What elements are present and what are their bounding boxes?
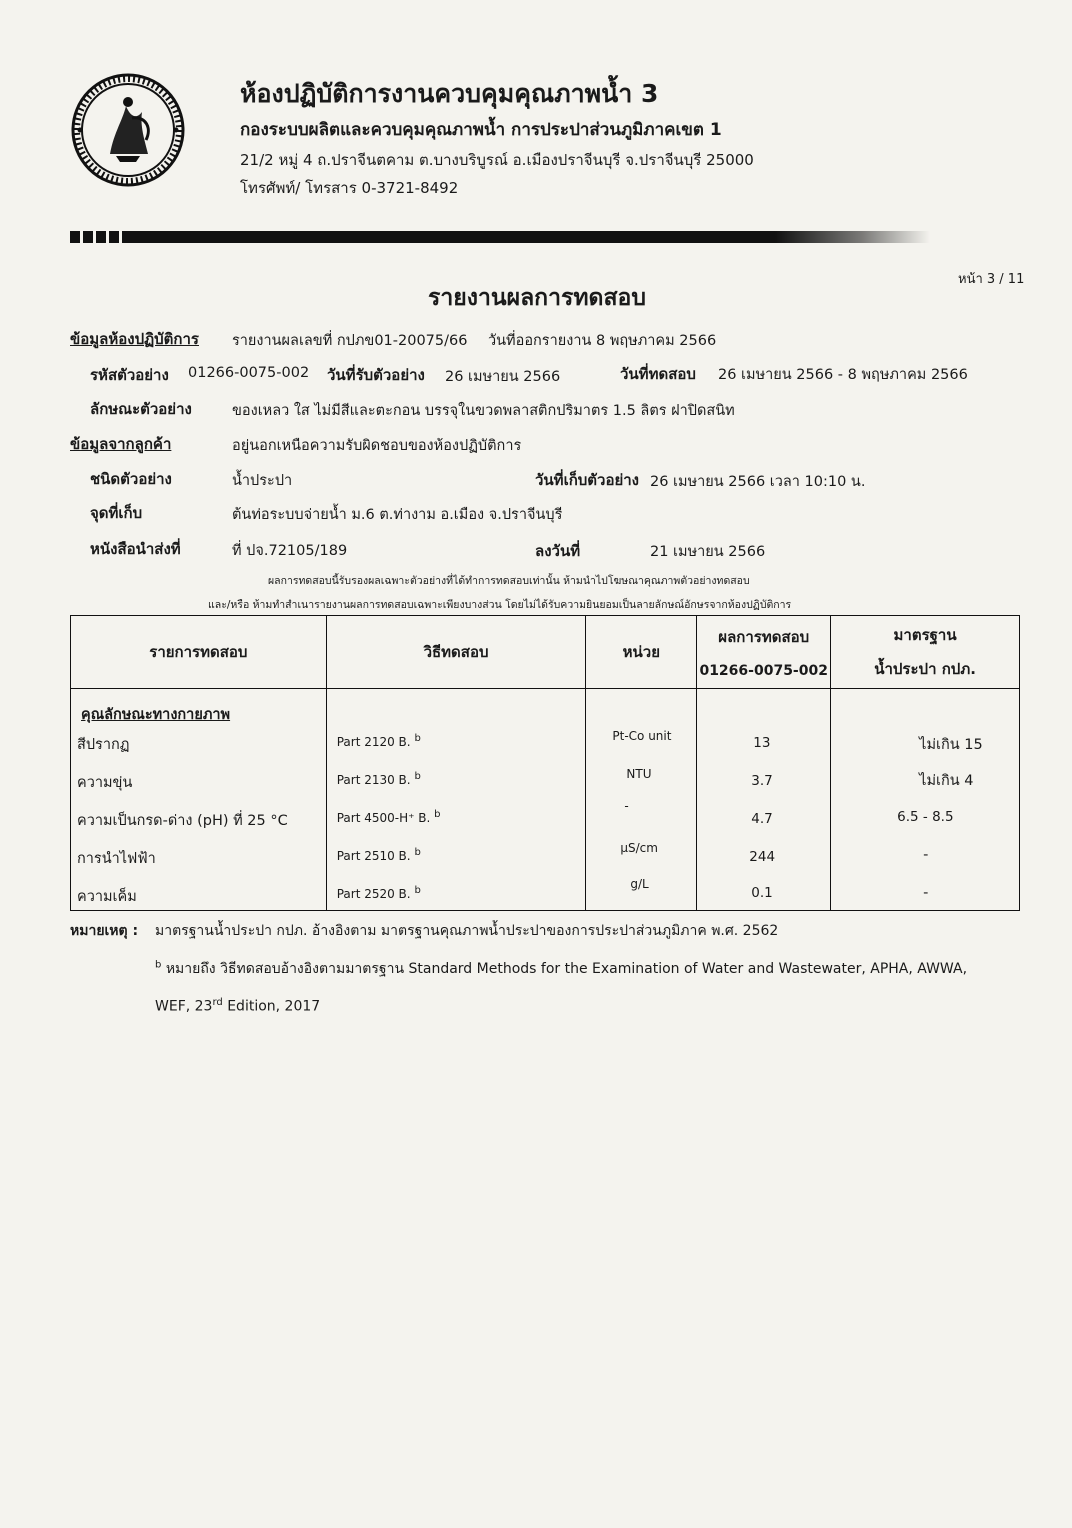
collection-location: ต้นท่อระบบจ่ายน้ำ ม.6 ต.ท่างาม อ.เมือง จ.ปราจีนบุรี (232, 507, 563, 523)
item-turbidity: ความขุ่น (77, 775, 133, 791)
unit-column (586, 689, 697, 911)
unit-conductivity: µS/cm (620, 841, 658, 855)
organization-seal-logo (70, 72, 186, 188)
notes-label: หมายเหตุ : (70, 923, 139, 939)
standard-header-title: มาตรฐาน (893, 626, 957, 644)
letter-number: ที่ ปจ.72105/189 (232, 543, 348, 559)
results-table (70, 615, 1020, 910)
test-date: 26 เมษายน 2566 - 8 พฤษภาคม 2566 (718, 367, 968, 383)
method-color: Part 2120 B. $^b$ (336, 733, 421, 749)
sample-type-label: ชนิดตัวอย่าง (90, 470, 172, 488)
letter-date-label: ลงวันที่ (535, 542, 581, 560)
header-divider (70, 231, 930, 243)
lab-address: 21/2 หมู่ 4 ถ.ปราจีนตคาม ต.บางบริบูรณ์ อ.เมืองปราจีนบุรี จ.ปราจีนบุรี 25000 (240, 151, 754, 169)
unit-ph: - (624, 799, 629, 813)
report-title: รายงานผลการทดสอบ (428, 285, 646, 311)
customer-info-section-label: ข้อมูลจากลูกค้า (70, 435, 172, 453)
standard-ph: 6.5 - 8.5 (897, 809, 954, 825)
column-header-standard (831, 616, 1020, 689)
lab-name: ห้องปฏิบัติการงานควบคุมคุณภาพน้ำ 3 (240, 79, 659, 108)
sample-nature-label: ลักษณะตัวอย่าง (90, 400, 192, 418)
lab-info-section-label: ข้อมูลห้องปฏิบัติการ (70, 330, 199, 348)
item-conductivity: การนำไฟฟ้า (77, 851, 156, 867)
collected-date-label: วันที่เก็บตัวอย่าง (535, 471, 640, 489)
standard-color: ไม่เกิน 15 (919, 737, 983, 753)
received-date-label: วันที่รับตัวอย่าง (327, 366, 425, 384)
sample-nature: ของเหลว ใส ไม่มีสีและตะกอน บรรจุในขวดพลาสติกปริมาตร 1.5 ลิตร ฝาปิดสนิท (232, 403, 735, 419)
collected-date: 26 เมษายน 2566 เวลา 10:10 น. (650, 474, 866, 490)
issue-date: วันที่ออกรายงาน 8 พฤษภาคม 2566 (488, 333, 717, 349)
result-salinity: 0.1 (751, 885, 773, 901)
table-header-row (71, 616, 1020, 689)
sample-code-label: รหัสตัวอย่าง (90, 366, 169, 384)
letter-number-label: หนังสือนำส่งที่ (90, 540, 181, 558)
test-date-label: วันที่ทดสอบ (620, 365, 696, 383)
result-header-title: ผลการทดสอบ (718, 628, 810, 646)
group-label: คุณลักษณะทางกายภาพ (81, 707, 231, 723)
disclaimer-line-2: และ/หรือ ห้ามทำสำเนารายงานผลการทดสอบเฉพาะเพียงบางส่วน โดยไม่ได้รับความยินยอมเป็นลายลักษณ์อักษรจากห้องปฏิบัติการ (208, 599, 792, 611)
result-conductivity: 244 (749, 849, 776, 865)
method-column (326, 689, 586, 911)
standard-turbidity: ไม่เกิน 4 (919, 773, 974, 789)
page-number: หน้า 3 / 11 (958, 272, 1025, 287)
sample-type: น้ำประปา (232, 473, 293, 489)
column-header-method: วิธีทดสอบ (326, 616, 586, 689)
method-ph: Part 4500-H⁺ B. $^b$ (336, 809, 441, 825)
note-method-reference: $^b$ หมายถึง วิธีทดสอบอ้างอิงตามมาตรฐาน Standard Methods for the Examination of Water and Wastewater, APHA, AWWA, (155, 959, 968, 977)
report-number: รายงานผลเลขที่ กปภข01-20075/66 (232, 333, 468, 349)
result-color: 13 (753, 735, 771, 751)
item-salinity: ความเค็ม (77, 889, 137, 905)
unit-color: Pt-Co unit (612, 729, 672, 743)
table-body-row (71, 689, 1020, 911)
method-salinity: Part 2520 B. $^b$ (336, 885, 421, 901)
lab-phone: โทรศัพท์/ โทรสาร 0-3721-8492 (240, 179, 459, 197)
standard-conductivity: - (923, 847, 929, 863)
sample-code: 01266-0075-002 (188, 365, 310, 381)
column-header-test-item: รายการทดสอบ (71, 616, 327, 689)
unit-salinity: g/L (630, 877, 649, 891)
result-column (697, 689, 831, 911)
column-header-result (697, 616, 831, 689)
item-color: สีปรากฏ (77, 737, 130, 753)
column-header-unit: หน่วย (586, 616, 697, 689)
standard-column (831, 689, 1020, 911)
unit-turbidity: NTU (626, 767, 652, 781)
standard-header-sub: น้ำประปา กปภ. (874, 660, 976, 678)
item-ph: ความเป็นกรด-ด่าง (pH) ที่ 25 °C (77, 813, 288, 829)
disclaimer-line-1: ผลการทดสอบนี้รับรองผลเฉพาะตัวอย่างที่ได้ทำการทดสอบเท่านั้น ห้ามนำไปโฆษณาคุณภาพตัวอย่างทดสอบ (268, 575, 750, 587)
result-turbidity: 3.7 (751, 773, 773, 789)
received-date: 26 เมษายน 2566 (445, 369, 561, 385)
letter-date: 21 เมษายน 2566 (650, 544, 766, 560)
note-standard-reference: มาตรฐานน้ำประปา กปภ. อ้างอิงตาม มาตรฐานคุณภาพน้ำประปาของการประปาส่วนภูมิภาค พ.ศ. 2562 (155, 923, 779, 939)
result-ph: 4.7 (751, 811, 773, 827)
standard-salinity: - (923, 885, 929, 901)
location-label: จุดที่เก็บ (90, 504, 143, 522)
result-header-sample-code: 01266-0075-002 (699, 663, 828, 679)
method-conductivity: Part 2510 B. $^b$ (336, 847, 421, 863)
division-name: กองระบบผลิตและควบคุมคุณภาพน้ำ การประปาส่วนภูมิภาคเขต 1 (240, 120, 722, 140)
note-edition: WEF, 23rd Edition, 2017 (155, 997, 321, 1015)
customer-info-note: อยู่นอกเหนือความรับผิดชอบของห้องปฏิบัติการ (232, 438, 522, 454)
test-item-column (71, 689, 327, 911)
method-turbidity: Part 2130 B. $^b$ (336, 771, 421, 787)
